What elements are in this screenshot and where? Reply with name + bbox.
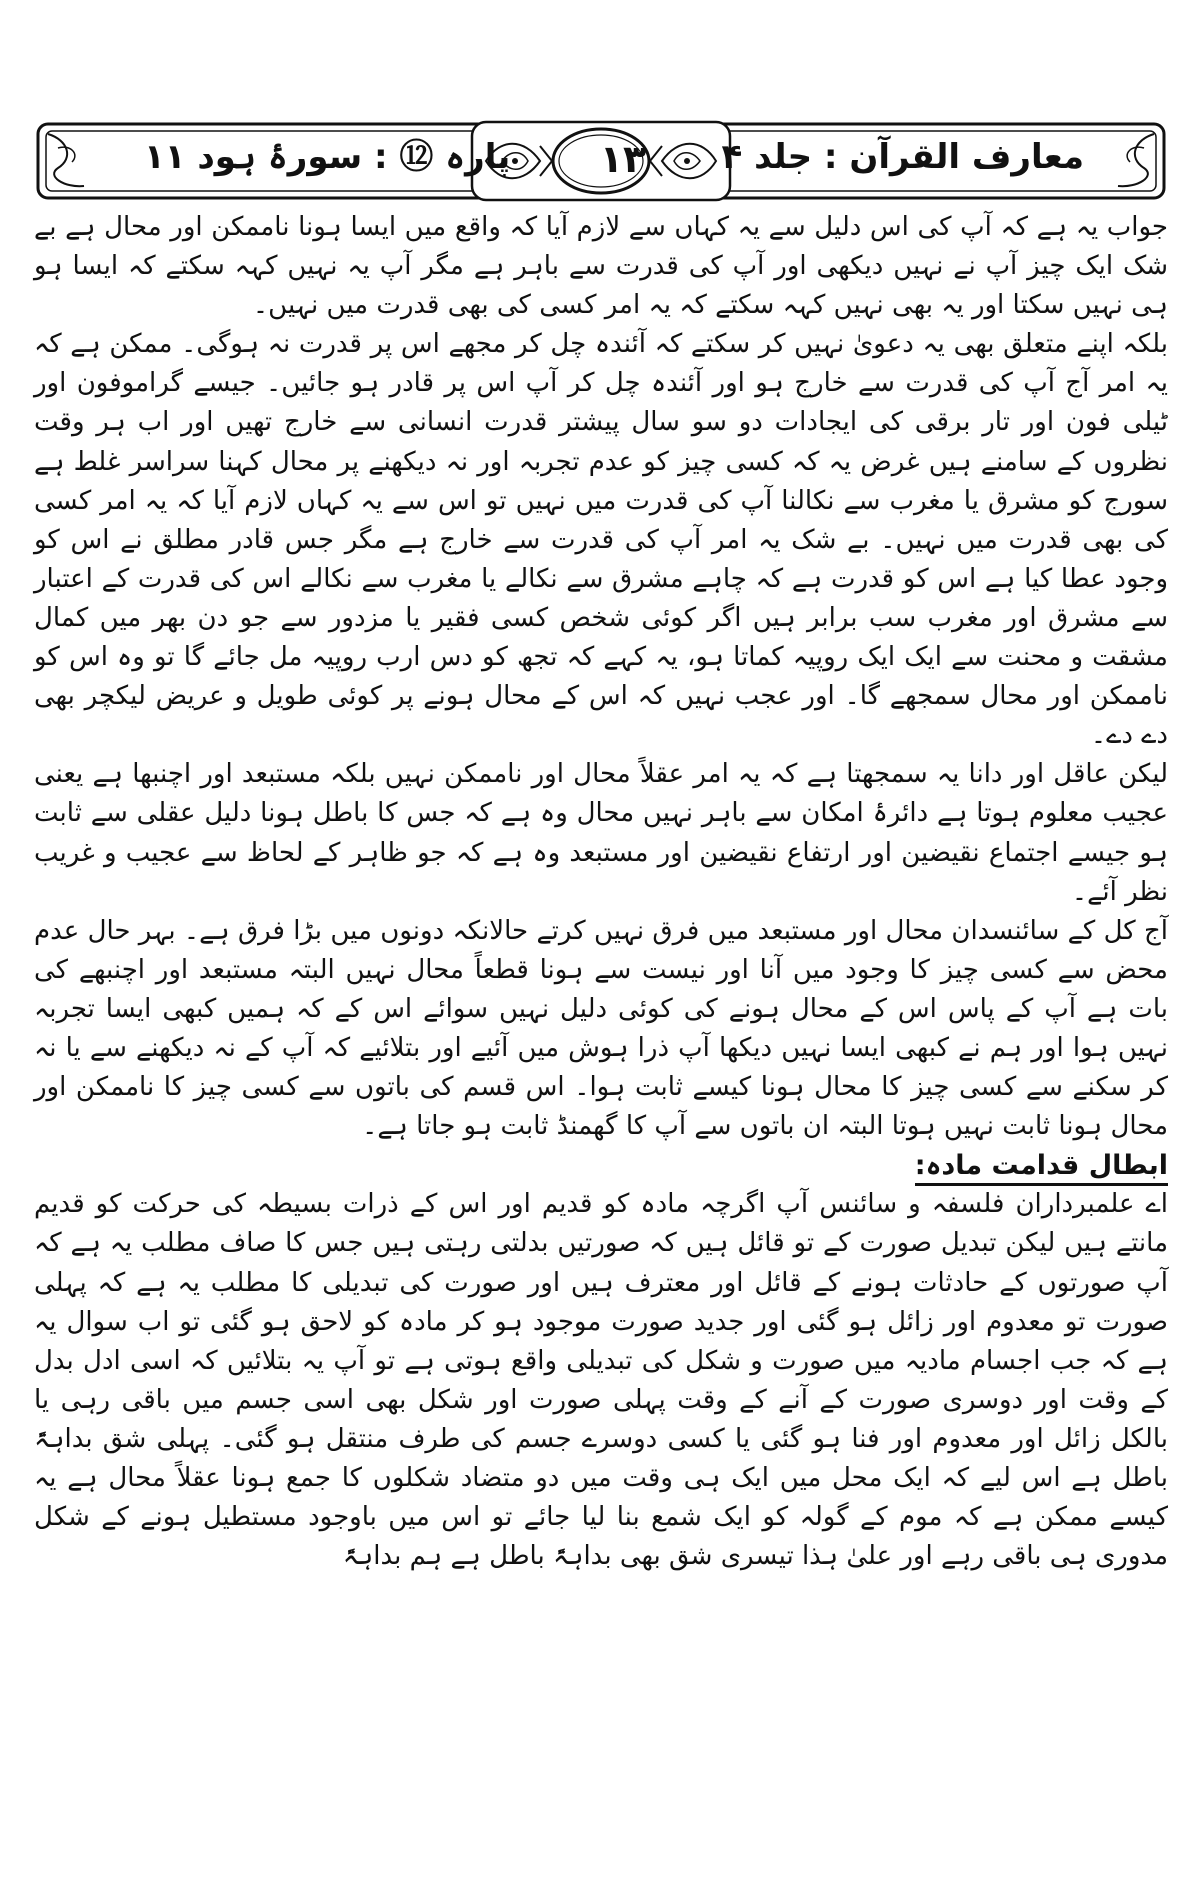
section-heading: [34, 1146, 1168, 1185]
paragraph: بلکہ اپنے متعلق بھی یہ دعویٰ نہیں کر سکتے کہ آئندہ چل کر مجھے اس پر قدرت نہ ہوگی۔ ممکن ہے کہ یہ امر آج آپ کی قدرت سے خارج ہو اور آئندہ چل کر آپ اس پر قادر ہو جائیں۔ جیسے گراموفون اور ٹیلی فون اور تار برقی کی ایجادات دو سو سال پیشتر قدرت انسانی سے خارج تھیں اور اب ہر وقت نظروں کے سامنے ہیں غرض یہ کہ کسی چیز کو عدم تجربہ اور نہ دیکھنے پر محال کہنا سراسر غلط ہے سورج کو مشرق یا مغرب سے نکالنا آپ کی قدرت میں نہیں تو اس سے یہ کہاں لازم آیا کہ یہ امر کسی کی بھی قدرت میں نہیں۔ بے شک یہ امر آپ کی قدرت سے خارج ہے مگر جس قادر مطلق نے اس کو وجود عطا کیا ہے اس کو قدرت ہے کہ چاہے مشرق سے نکالے یا مغرب سے نکالے اس کی قدرت کے اعتبار سے مشرق اور مغرب سب برابر ہیں اگر کوئی شخص کسی فقیر یا مزدور سے جو دن بھر میں کمال مشقت و محنت سے ایک ایک روپیہ کماتا ہو، یہ کہے کہ تجھ کو دس ارب روپیہ مل جائے گا تو وہ اس کو ناممکن اور محال سمجھے گا۔ اور عجب نہیں کہ اس کے محال ہونے پر کوئی طویل و عریض لیکچر بھی دے دے۔: [34, 329, 1168, 751]
page-number: ۱۳: [599, 137, 647, 181]
paragraph: جواب یہ ہے کہ آپ کی اس دلیل سے یہ کہاں سے لازم آیا کہ واقع میں ایسا ہونا ناممکن اور محال ہے بے شک ایک چیز آپ نے نہیں دیکھی اور آپ کی قدرت سے باہر ہے مگر آپ یہ نہیں کہہ سکتے کہ ایسا ہو ہی نہیں سکتا اور یہ بھی نہیں کہہ سکتے کہ یہ امر کسی کی بھی قدرت میں نہیں۔: [34, 212, 1168, 321]
paragraph: لیکن عاقل اور دانا یہ سمجھتا ہے کہ یہ امر عقلاً محال اور ناممکن نہیں بلکہ مستبعد اور اچنبھا ہے یعنی عجیب معلوم ہوتا ہے دائرۂ امکان سے باہر نہیں محال وہ ہے کہ جس کا باطل ہونا دلیل عقلی سے ثابت ہو جیسے اجتماع نقیضین اور ارتفاع نقیضین اور مستبعد وہ ہے کہ جو ظاہر کے لحاظ سے عجیب و غریب نظر آئے۔: [34, 759, 1168, 907]
running-title: معارف القرآن : جلد ۴: [721, 137, 1084, 177]
paragraph: اے علمبرداران فلسفہ و سائنس آپ اگرچہ مادہ کو قدیم اور اس کے ذرات بسیطہ کی حرکت کو قدیم مانتے ہیں لیکن تبدیل صورت کے تو قائل ہیں کہ صورتیں بدلتی رہتی ہیں جس کا صاف مطلب یہ ہے کہ آپ صورتوں کے حادثات ہونے کے قائل اور معترف ہیں اور صورت کی تبدیلی کا مطلب یہ ہے کہ پہلی صورت تو معدوم اور زائل ہو گئی اور جدید صورت موجود ہو کر مادہ کو لاحق ہو گئی تو اب سوال یہ ہے کہ جب اجسام مادیہ میں صورت و شکل کی تبدیلی واقع ہوتی ہے تو آپ یہ بتلائیں کہ اسی ادل بدل کے وقت اور دوسری صورت کے آنے کے وقت پہلی صورت اور شکل بھی اسی جسم میں باقی رہی یا بالکل زائل اور معدوم اور فنا ہو گئی یا کسی دوسرے جسم کی طرف منتقل ہو گئی۔ پہلی شق بداہۃً باطل ہے اس لیے کہ ایک محل میں ایک ہی وقت میں دو متضاد شکلوں کا جمع ہونا عقلاً محال ہے یہ کیسے ممکن ہے کہ موم کے گولہ کو ایک شمع بنا لیا جائے تو اس میں باوجود مستطیل ہونے کے شکل مدوری ہی باقی رہے اور علیٰ ہذا تیسری شق بھی بداہۃً باطل ہے ہم بداہۃً: [34, 1189, 1168, 1572]
section-heading-text: ابطال قدامت مادہ:: [915, 1150, 1168, 1186]
paragraph: آج کل کے سائنسدان محال اور مستبعد میں فرق نہیں کرتے حالانکہ دونوں میں بڑا فرق ہے۔ بہر حال عدم محض سے کسی چیز کا وجود میں آنا اور نیست سے ہونا قطعاً محال نہیں البتہ مستبعد اور اچنبھے کی بات ہے آپ کے پاس اس کے محال ہونے کی کوئی دلیل نہیں سوائے اس کے کہ ہمیں کبھی ایسا تجربہ نہیں ہوا اور ہم نے کبھی ایسا نہیں دیکھا آپ ذرا ہوش میں آئیے اور بتلائیے کہ آپ کے نہ دیکھنے سے یا نہ کر سکنے سے کسی چیز کا محال ہونا کیسے ثابت ہوا۔ اس قسم کی باتوں سے کسی چیز کا ناممکن اور محال ہونا ثابت نہیں ہوتا البتہ ان باتوں سے آپ کا گھمنڈ ثابت ہو جاتا ہے۔: [34, 915, 1168, 1142]
chapter-info: پارہ ⑫ : سورۂ ہود ۱۱: [144, 137, 511, 177]
page-body: [34, 208, 1168, 1576]
page-header: [34, 118, 1168, 204]
